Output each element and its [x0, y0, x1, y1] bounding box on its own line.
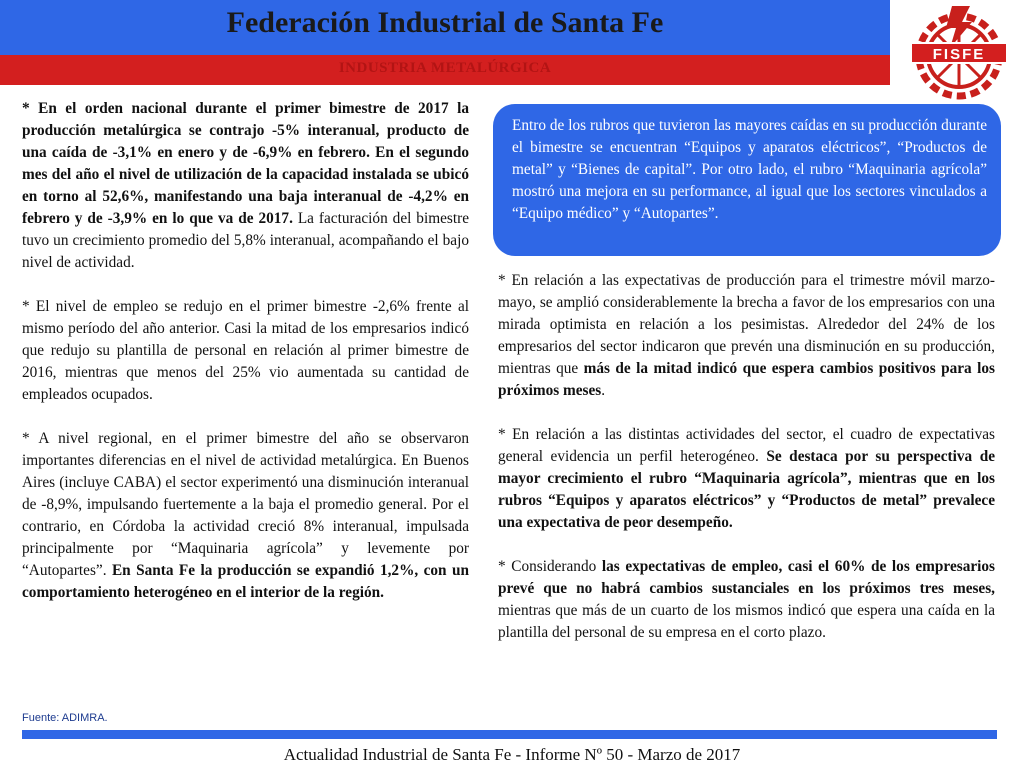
- footer-text: Actualidad Industrial de Santa Fe - Informe Nº 50 - Marzo de 2017: [283, 745, 741, 764]
- right-p3-text: * Considerando: [498, 558, 602, 575]
- page-subtitle: INDUSTRIA METALÚRGICA: [338, 60, 552, 76]
- highlight-box-text: Entro de los rubros que tuvieron las mayores caídas en su producción durante el bimestre se encuentran “Equipos y aparatos eléctricos”, “Productos de metal” y “Bienes de capital”. Por otro lado, el rubro “Maquinaria agrícola” mostró una mejora en su performance, al igual que los sectores vinculados a “Equipo médico” y “Autopartes”.: [512, 117, 987, 222]
- left-p1-rest: La facturación del bimestre tuvo un crecimiento promedio del 5,8% interanual, acompañando el bajo nivel de actividad.: [22, 210, 469, 271]
- left-p3-text: * A nivel regional, en el primer bimestre del año se observaron importantes diferencias en el nivel de actividad metalúrgica. En Buenos Aires (incluye CABA) el sector experimentó una disminución interanual de -8,9%, impulsando fuertemente a la baja el promedio general. Por el contrario, en Córdoba la actividad creció 8% interanual, impulsada principalmente por “Maquinaria agrícola” y levemente por “Autopartes”.: [22, 430, 469, 579]
- left-paragraph-1: [22, 98, 469, 274]
- right-p3-bold: las expectativas de empleo, casi el 60% de los empresarios prevé que no habrá cambios sustanciales en los próximos tres meses,: [498, 558, 995, 597]
- right-paragraph-1: [498, 270, 995, 402]
- right-column: [498, 270, 995, 666]
- right-p1-bold: más de la mitad indicó que espera cambios positivos para los próximos meses: [498, 360, 995, 399]
- right-p2-text: * En relación a las distintas actividades del sector, el cuadro de expectativas general evidencia un perfil heterogéneo.: [498, 426, 995, 465]
- right-paragraph-3: [498, 556, 995, 644]
- right-paragraph-2: [498, 424, 995, 534]
- fisfe-logo: [900, 4, 1018, 104]
- left-paragraph-2: * El nivel de empleo se redujo en el primer bimestre -2,6% frente al mismo período del año anterior. Casi la mitad de los empresarios indicó que redujo su plantilla de personal en relación al primer bimestre de 2016, mientras que menos del 25% vio aumentada su cantidad de empleados ocupados.: [22, 298, 469, 403]
- left-paragraph-3: [22, 428, 469, 604]
- right-p1-text: * En relación a las expectativas de producción para el trimestre móvil marzo-mayo, se amplió considerablemente la brecha a favor de los empresarios con una mirada optimista en relación a los pesimistas. Alrededor del 24% de los empresarios del sector indicaron que prevén una disminución en su producción, mientras que: [498, 272, 995, 377]
- source-note: Fuente: ADIMRA.: [22, 712, 108, 724]
- right-p1-end: .: [601, 382, 606, 399]
- page-title: Federación Industrial de Santa Fe: [226, 6, 664, 39]
- footer-divider: [22, 730, 997, 739]
- left-p3-bold: En Santa Fe la producción se expandió 1,2%, con un comportamiento heterogéneo en el interior de la región.: [22, 562, 469, 601]
- right-p2-bold: Se destaca por su perspectiva de mayor crecimiento el rubro “Maquinaria agrícola”, mientras que en los rubros “Equipos y aparatos eléctricos” y “Productos de metal” prevalece una expectativa de peor desempeño.: [498, 448, 995, 531]
- highlight-box: [493, 104, 1001, 256]
- logo-text: FISFE: [932, 46, 986, 63]
- left-p1-bold: * En el orden nacional durante el primer bimestre de 2017 la producción metalúrgica se contrajo -5% interanual, producto de una caída de -3,1% en enero y de -6,9% en febrero. En el segundo mes del año el nivel de utilización de la capacidad instalada se ubicó en torno al 52,6%, manifestando una baja interanual de -4,2% en febrero y de -3,9% en lo que va de 2017.: [22, 100, 469, 227]
- right-p3-end: mientras que más de un cuarto de los mismos indicó que espera una caída en la plantilla del personal de su empresa en el corto plazo.: [498, 602, 995, 641]
- left-column: [22, 98, 469, 626]
